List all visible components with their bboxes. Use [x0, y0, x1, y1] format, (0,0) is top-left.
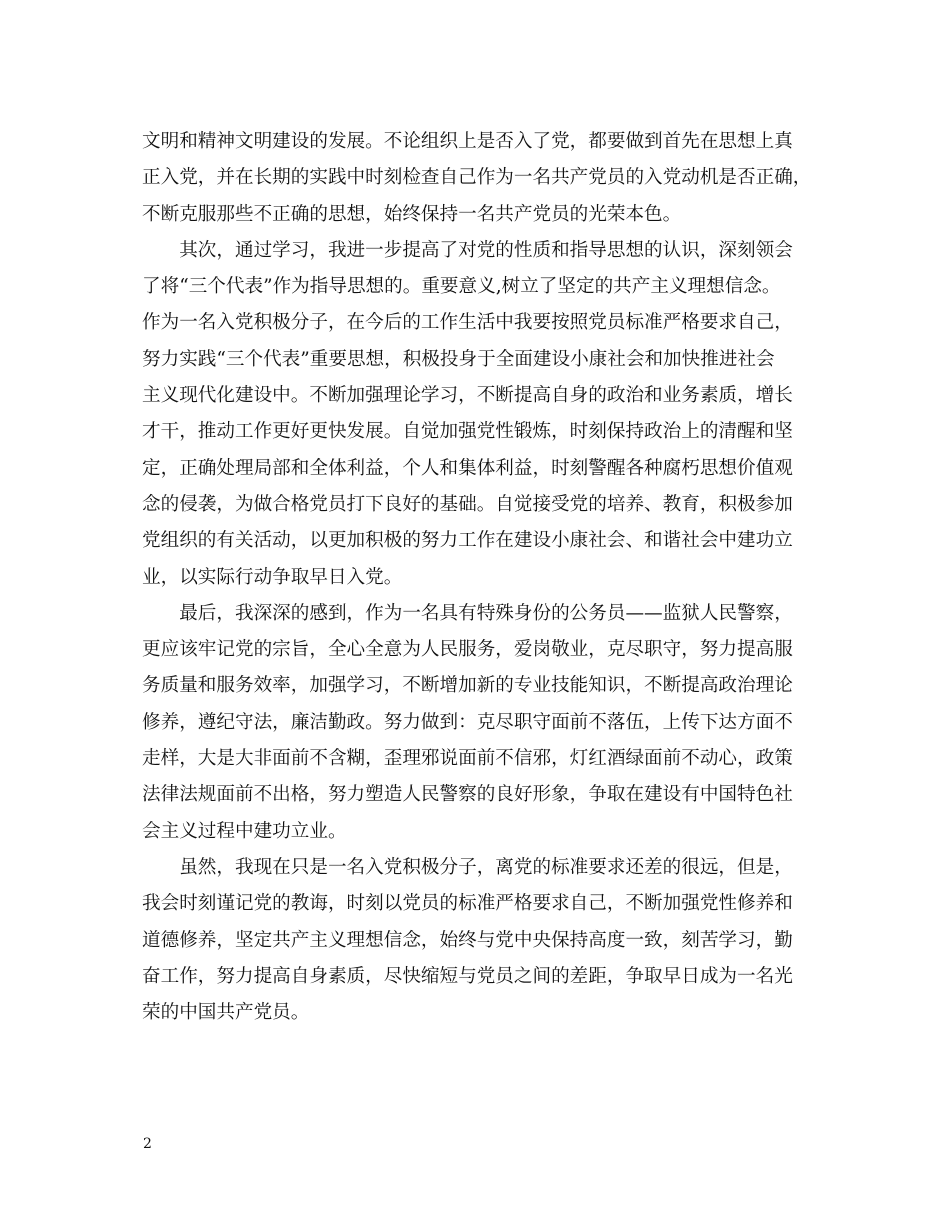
- text-line: 文明和精神文明建设的发展。不论组织上是否入了党，都要做到首先在思想上真: [142, 131, 793, 152]
- text-line: 奋工作，努力提高自身素质，尽快缩短与党员之间的差距，争取早日成为一名光: [142, 965, 793, 987]
- text-line: 走样，大是大非面前不含糊，歪理邪说面前不信邪，灯红酒绿面前不动心，政策: [142, 748, 793, 770]
- text-line: 修养，遵纪守法，廉洁勤政。努力做到：克尽职守面前不落伍，上传下达方面不: [142, 711, 793, 733]
- page-number: 2: [143, 1136, 152, 1152]
- text-line: 努力实践“三个代表”重要思想，积极投身于全面建设小康社会和加快推进社会: [142, 348, 775, 370]
- text-line: 念的侵袭，为做合格党员打下良好的基础。自觉接受党的培养、教育，积极参加: [142, 493, 793, 515]
- text-line: 务质量和服务效率，加强学习，不断增加新的专业技能知识，不断提高政治理论: [142, 675, 793, 697]
- text-line: 不断克服那些不正确的思想，始终保持一名共产党员的光荣本色。: [142, 203, 682, 225]
- text-line: 其次，通过学习，我进一步提高了对党的性质和指导思想的认识，深刻领会: [142, 239, 793, 261]
- text-line: 业，以实际行动争取早日入党。: [142, 566, 403, 588]
- text-line: 荣的中国共产党员。: [142, 1002, 310, 1024]
- text-line: 主义现代化建设中。不断加强理论学习，不断提高自身的政治和业务素质，增长: [142, 385, 793, 407]
- text-line: 法律法规面前不出格，努力塑造人民警察的良好形象，争取在建设有中国特色社: [142, 784, 793, 806]
- text-line: 最后，我深深的感到，作为一名具有特殊身份的公务员——监狱人民警察，: [142, 602, 793, 624]
- text-line: 我会时刻谨记党的教诲，时刻以党员的标准严格要求自己，不断加强党性修养和: [142, 893, 793, 915]
- text-line: 了将“三个代表”作为指导思想的。重要意义,树立了坚定的共产主义理想信念。: [142, 276, 781, 298]
- text-line: 党组织的有关活动，以更加积极的努力工作在建设小康社会、和谐社会中建功立: [142, 530, 793, 552]
- text-line: 作为一名入党积极分子，在今后的工作生活中我要按照党员标准严格要求自己，: [142, 312, 793, 334]
- text-line: 定，正确处理局部和全体利益，个人和集体利益，时刻警醒各种腐朽思想价值观: [142, 457, 793, 479]
- text-line: 更应该牢记党的宗旨，全心全意为人民服务，爱岗敬业，克尽职守，努力提高服: [142, 639, 793, 661]
- body-text: [142, 124, 810, 1031]
- text-line: 虽然，我现在只是一名入党积极分子，离党的标准要求还差的很远，但是，: [142, 856, 793, 878]
- text-line: 道德修养，坚定共产主义理想信念，始终与党中央保持高度一致，刻苦学习，勤: [142, 929, 793, 951]
- text-line: 才干，推动工作更好更快发展。自觉加强党性锻炼，时刻保持政治上的清醒和坚: [142, 421, 793, 443]
- text-line: 会主义过程中建功立业。: [142, 820, 347, 842]
- text-line: 正入党，并在长期的实践中时刻检查自己作为一名共产党员的入党动机是否正确，: [142, 167, 812, 189]
